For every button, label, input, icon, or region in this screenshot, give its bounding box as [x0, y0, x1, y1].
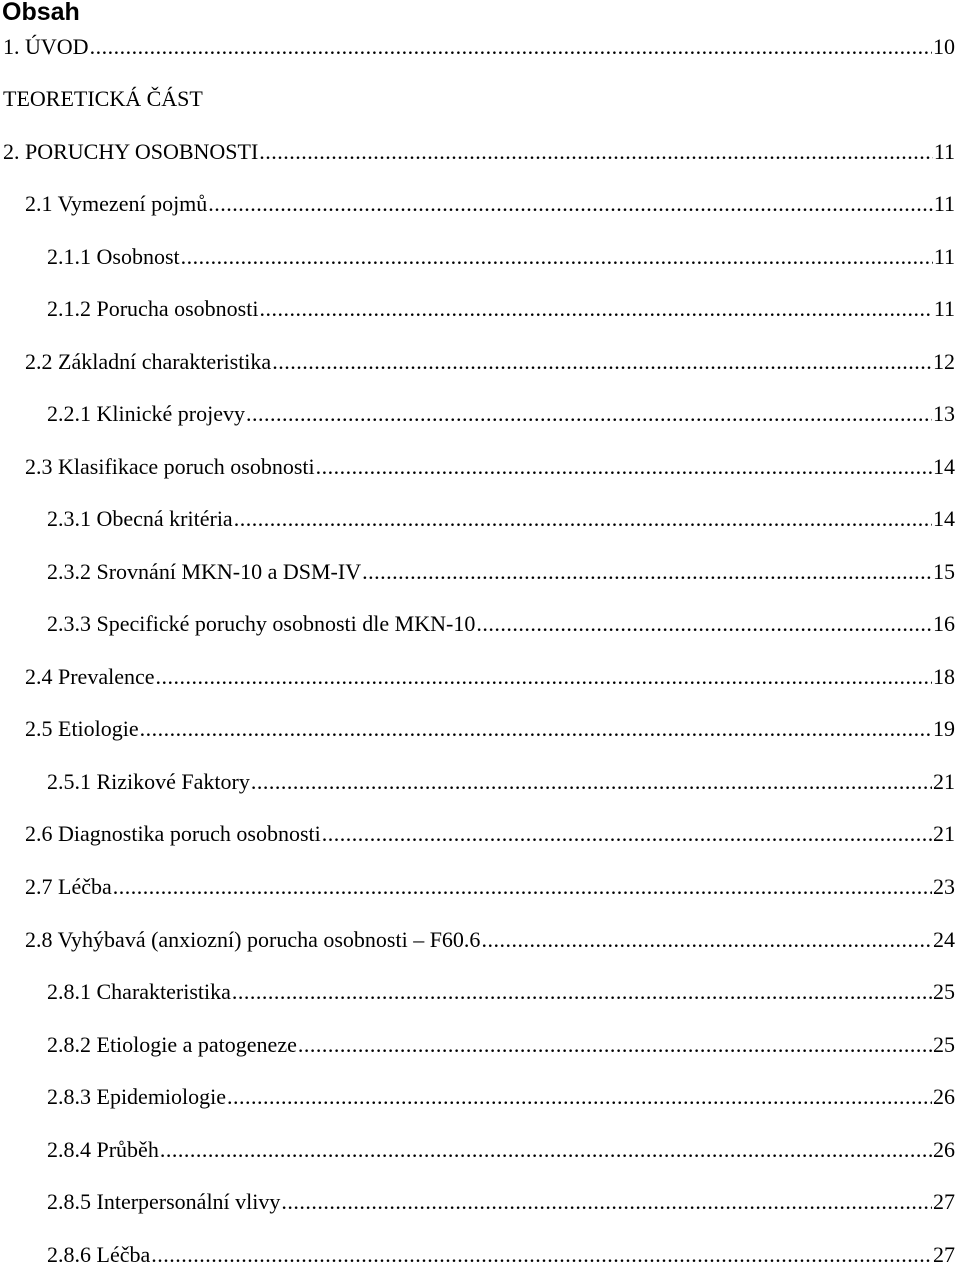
- toc-entry-page: 23: [933, 874, 955, 899]
- toc-entry[interactable]: [25, 349, 955, 375]
- dot-leader: [140, 716, 932, 742]
- toc-entry-title: 2.8 Vyhýbavá (anxiozní) porucha osobnosti – F60.6: [25, 927, 481, 952]
- dot-leader: [227, 1084, 932, 1110]
- toc-entry-page: 14: [933, 454, 955, 479]
- toc-entry[interactable]: [25, 716, 955, 742]
- toc-entry-title: 2.5 Etiologie: [25, 716, 139, 741]
- toc-entry-title: 2.4 Prevalence: [25, 664, 155, 689]
- toc-entry[interactable]: [47, 506, 955, 532]
- toc-entry-page: 13: [933, 401, 955, 426]
- dot-leader: [259, 139, 933, 165]
- toc-entry-page: 26: [933, 1137, 955, 1162]
- toc-entry[interactable]: [47, 1189, 955, 1215]
- toc-entry[interactable]: [47, 611, 955, 637]
- toc-entry-title: 1. ÚVOD: [3, 34, 89, 59]
- toc-entry-page: 27: [933, 1189, 955, 1214]
- toc-entry-page: 14: [933, 506, 955, 531]
- toc-entry[interactable]: [3, 139, 955, 165]
- dot-leader: [259, 296, 932, 322]
- toc-entry[interactable]: [47, 1032, 955, 1058]
- section-label-teoreticka-cast: TEORETICKÁ ČÁST: [3, 86, 203, 111]
- toc-entry-title: 2.6 Diagnostika poruch osobnosti: [25, 821, 321, 846]
- dot-leader: [181, 244, 933, 270]
- toc-entry[interactable]: [47, 1084, 955, 1110]
- toc-entry[interactable]: [25, 191, 955, 217]
- toc-entry-title: 2.7 Léčba: [25, 874, 112, 899]
- toc-entry-page: 11: [933, 296, 955, 321]
- toc-entry-title: 2.2 Základní charakteristika: [25, 349, 272, 374]
- dot-leader: [272, 349, 932, 375]
- dot-leader: [234, 506, 932, 532]
- toc-entry[interactable]: [25, 664, 955, 690]
- toc-entry-title: 2.2.1 Klinické projevy: [47, 401, 245, 426]
- toc-entry-title: 2.3.2 Srovnání MKN-10 a DSM-IV: [47, 559, 362, 584]
- toc-entry-page: 15: [933, 559, 955, 584]
- toc-entry-title: 2.8.5 Interpersonální vlivy: [47, 1189, 281, 1214]
- toc-entry-title: 2.1.1 Osobnost: [47, 244, 180, 269]
- toc-entry[interactable]: [47, 559, 955, 585]
- dot-leader: [322, 821, 932, 847]
- dot-leader: [281, 1189, 932, 1215]
- toc-entry-page: 11: [933, 244, 955, 269]
- toc-entry-page: 19: [933, 716, 955, 741]
- toc-entry-page: 21: [933, 821, 955, 846]
- toc-entry-page: 11: [933, 139, 955, 164]
- toc-entry[interactable]: [3, 34, 955, 60]
- toc-entry-title: 2.1.2 Porucha osobnosti: [47, 296, 259, 321]
- dot-leader: [90, 34, 932, 60]
- toc-entry-page: 18: [933, 664, 955, 689]
- dot-leader: [156, 664, 933, 690]
- toc-heading: Obsah: [2, 0, 80, 26]
- dot-leader: [151, 1242, 932, 1268]
- toc-entry[interactable]: [25, 454, 955, 480]
- toc-entry-title: 2.3 Klasifikace poruch osobnosti: [25, 454, 315, 479]
- toc-entry-title: 2.8.6 Léčba: [47, 1242, 151, 1267]
- toc-entry[interactable]: [25, 874, 955, 900]
- toc-entry-page: 12: [933, 349, 955, 374]
- toc-entry[interactable]: [47, 401, 955, 427]
- dot-leader: [232, 979, 932, 1005]
- toc-entry[interactable]: [47, 1137, 955, 1163]
- toc-entry-page: 16: [933, 611, 955, 636]
- toc-entry-title: 2.1 Vymezení pojmů: [25, 191, 208, 216]
- toc-entry[interactable]: [25, 927, 955, 953]
- toc-entry-title: 2.8.3 Epidemiologie: [47, 1084, 227, 1109]
- toc-entry-title: 2.8.4 Průběh: [47, 1137, 159, 1162]
- toc-entry-page: 24: [933, 927, 955, 952]
- dot-leader: [316, 454, 932, 480]
- toc-entry[interactable]: [25, 821, 955, 847]
- toc-entry[interactable]: [47, 979, 955, 1005]
- toc-entry[interactable]: [47, 244, 955, 270]
- toc-entry-title: 2.8.1 Charakteristika: [47, 979, 231, 1004]
- toc-entry-title: 2.8.2 Etiologie a patogeneze: [47, 1032, 297, 1057]
- dot-leader: [476, 611, 932, 637]
- dot-leader: [362, 559, 932, 585]
- toc-entry-title: 2. PORUCHY OSOBNOSTI: [3, 139, 259, 164]
- toc-entry-page: 21: [933, 769, 955, 794]
- toc-entry-page: 25: [933, 979, 955, 1004]
- toc-entry[interactable]: [47, 1242, 955, 1268]
- toc-entry-page: 25: [933, 1032, 955, 1057]
- toc-entry-title: 2.3.1 Obecná kritéria: [47, 506, 233, 531]
- toc-entry-page: 26: [933, 1084, 955, 1109]
- toc-entry-title: 2.5.1 Rizikové Faktory: [47, 769, 250, 794]
- dot-leader: [160, 1137, 932, 1163]
- dot-leader: [246, 401, 932, 427]
- dot-leader: [481, 927, 932, 953]
- dot-leader: [298, 1032, 932, 1058]
- toc-entry-page: 10: [933, 34, 955, 59]
- dot-leader: [251, 769, 932, 795]
- toc-entry-page: 11: [933, 191, 955, 216]
- toc-entry-title: 2.3.3 Specifické poruchy osobnosti dle MKN-10: [47, 611, 476, 636]
- toc-entry-page: 27: [933, 1242, 955, 1267]
- dot-leader: [208, 191, 933, 217]
- dot-leader: [113, 874, 932, 900]
- toc-entry[interactable]: [47, 769, 955, 795]
- toc-entry[interactable]: [47, 296, 955, 322]
